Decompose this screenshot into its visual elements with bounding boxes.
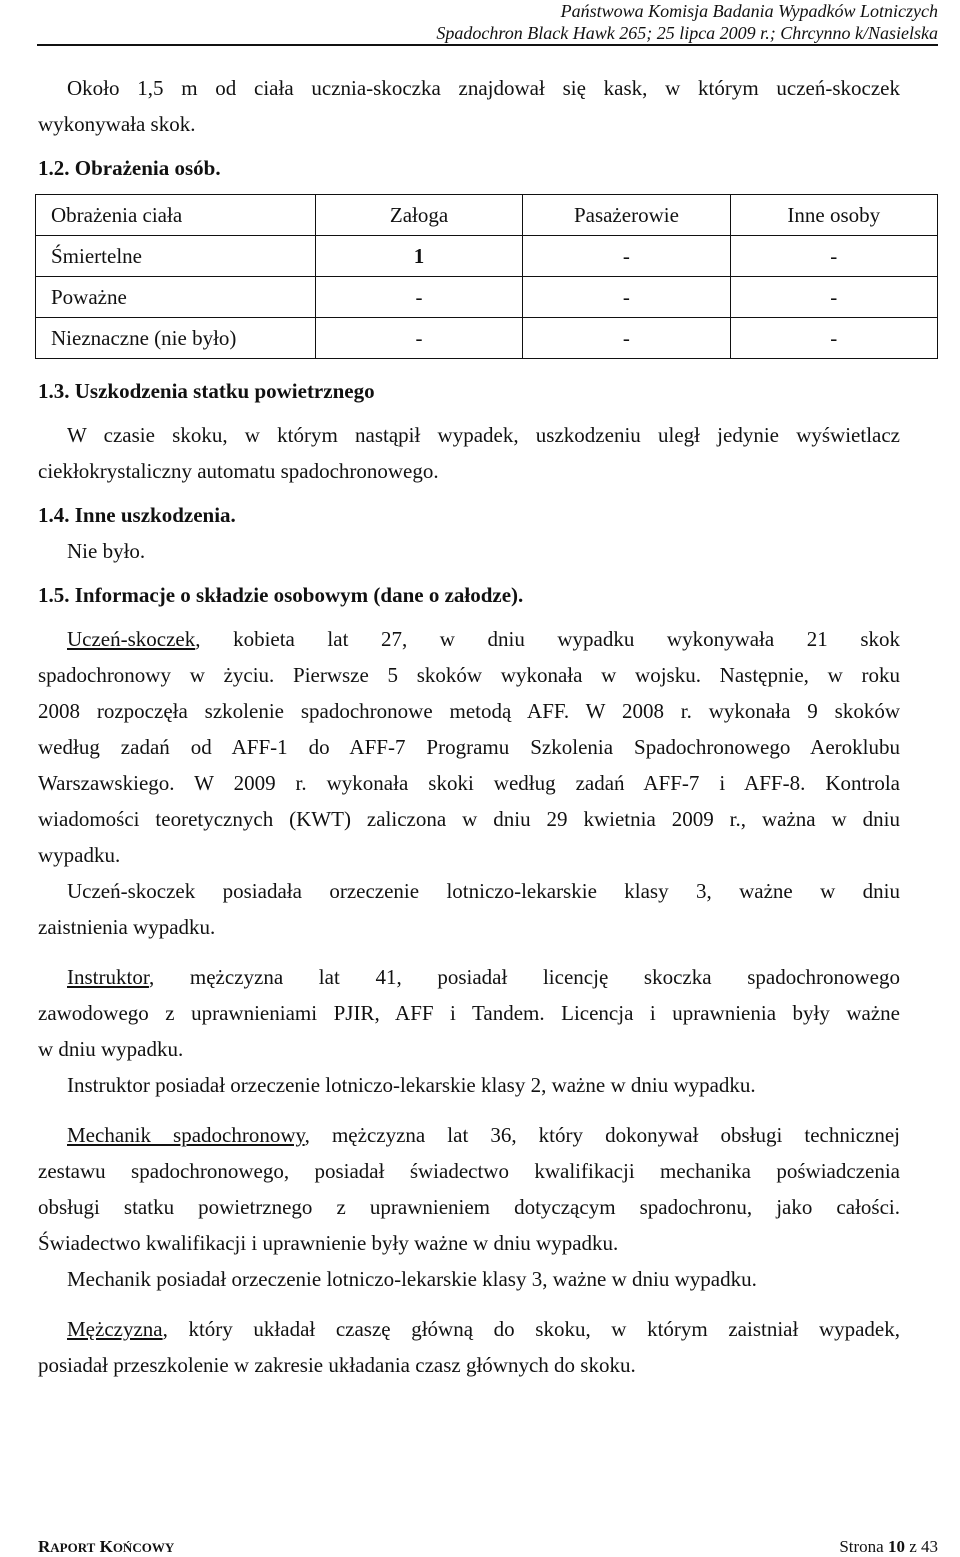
section-1-4-heading: 1.4. Inne uszkodzenia.: [38, 503, 236, 527]
instructor-paragraph: [38, 959, 900, 1103]
student-paragraph: [38, 621, 900, 945]
table-row: [36, 236, 938, 277]
instructor-line: w dniu wypadku.: [38, 1037, 184, 1061]
mechanic-line: Świadectwo kwalifikacji i uprawnienie były ważne w dniu wypadku.: [38, 1231, 619, 1255]
student-line: według zadań od AFF-1 do AFF-7 Programu Szkolenia Spadochronowego Aeroklubu: [38, 735, 900, 759]
instructor-line: Instruktor, mężczyzna lat 41, posiadał licencję skoczka spadochronowego: [67, 965, 900, 989]
section-1-2-heading: 1.2. Obrażenia osób.: [38, 156, 221, 180]
header-institution: Państwowa Komisja Badania Wypadków Lotniczych: [560, 1, 938, 21]
table-cell: -: [523, 236, 730, 277]
table-cell: Poważne: [36, 277, 316, 318]
packer-line: Mężczyzna, który układał czaszę główną do skoku, w którym zaistniał wypadek,: [67, 1317, 900, 1341]
table-cell: -: [315, 277, 522, 318]
intro-line-1: Około 1,5 m od ciała ucznia-skoczka znajdował się kask, w którym uczeń-skoczek: [67, 76, 900, 100]
packer-label: Mężczyzna: [67, 1317, 163, 1341]
document-body: [38, 70, 900, 1383]
page-header: [37, 0, 938, 44]
table-header-cell: Inne osoby: [730, 195, 937, 236]
student-line: Uczeń-skoczek posiadała orzeczenie lotniczo-lekarskie klasy 3, ważne w dniu: [67, 879, 900, 903]
table-cell: -: [315, 318, 522, 359]
table-header-cell: Załoga: [315, 195, 522, 236]
mechanic-line: Mechanik spadochronowy, mężczyzna lat 36, który dokonywał obsługi technicznej: [67, 1123, 900, 1147]
table-cell: Nieznaczne (nie było): [36, 318, 316, 359]
student-line: Uczeń-skoczek, kobieta lat 27, w dniu wypadku wykonywała 21 skok: [67, 627, 900, 651]
instructor-line: Instruktor posiadał orzeczenie lotniczo-lekarskie klasy 2, ważne w dniu wypadku.: [67, 1073, 756, 1097]
mechanic-label: Mechanik spadochronowy: [67, 1123, 305, 1147]
table-cell: -: [730, 277, 937, 318]
student-line: zaistnienia wypadku.: [38, 915, 216, 939]
table-cell: 1: [315, 236, 522, 277]
intro-line-2: wykonywała skok.: [38, 112, 196, 136]
header-divider: [37, 44, 938, 46]
report-title: RAPORT KOŃCOWY: [38, 1537, 175, 1556]
student-line: Warszawskiego. W 2009 r. wykonała skoki według zadań AFF-7 i AFF-8. Kontrola: [38, 771, 900, 795]
section-1-5-heading: 1.5. Informacje o składzie osobowym (dane o załodze).: [38, 583, 524, 607]
table-header-cell: Pasażerowie: [523, 195, 730, 236]
section-1-3-heading: 1.3. Uszkodzenia statku powietrznego: [38, 379, 375, 403]
injuries-table: [35, 194, 938, 359]
mechanic-line: Mechanik posiadał orzeczenie lotniczo-lekarskie klasy 3, ważne w dniu wypadku.: [67, 1267, 757, 1291]
student-line: wypadku.: [38, 843, 121, 867]
table-cell: -: [730, 236, 937, 277]
table-row: [36, 277, 938, 318]
section-1-3-line-2: ciekłokrystaliczny automatu spadochronowego.: [38, 459, 439, 483]
packer-paragraph: [38, 1311, 900, 1383]
mechanic-paragraph: [38, 1117, 900, 1297]
instructor-label: Instruktor: [67, 965, 149, 989]
student-line: wiadomości teoretycznych (KWT) zaliczona w dniu 29 kwietnia 2009 r., ważna w dniu: [38, 807, 900, 831]
table-cell: Śmiertelne: [36, 236, 316, 277]
table-cell: -: [730, 318, 937, 359]
student-line: 2008 rozpoczęła szkolenie spadochronowe metodą AFF. W 2008 r. wykonała 9 skoków: [38, 699, 900, 723]
mechanic-line: obsługi statku powietrznego z uprawnieniem dotyczącym spadochronu, jako całości.: [38, 1195, 900, 1219]
table-cell: -: [523, 318, 730, 359]
student-label: Uczeń-skoczek: [67, 627, 196, 651]
header-case: Spadochron Black Hawk 265; 25 lipca 2009 r.; Chrcynno k/Nasielska: [436, 23, 938, 43]
table-cell: -: [523, 277, 730, 318]
table-header-row: [36, 195, 938, 236]
mechanic-line: zestawu spadochronowego, posiadał świadectwo kwalifikacji mechanika poświadczenia: [38, 1159, 900, 1183]
student-line: spadochronowy w życiu. Pierwsze 5 skoków wykonała w wojsku. Następnie, w roku: [38, 663, 900, 687]
section-1-3-line-1: W czasie skoku, w którym nastąpił wypadek, uszkodzeniu uległ jedynie wyświetlacz: [67, 423, 900, 447]
packer-line: posiadał przeszkolenie w zakresie układania czasz głównych do skoku.: [38, 1353, 636, 1377]
page-number: Strona 10 z 43: [839, 1537, 938, 1556]
instructor-line: zawodowego z uprawnieniami PJIR, AFF i Tandem. Licencja i uprawnienia były ważne: [38, 1001, 900, 1025]
section-1-4-text: Nie było.: [67, 539, 146, 563]
table-row: [36, 318, 938, 359]
table-header-cell: Obrażenia ciała: [36, 195, 316, 236]
